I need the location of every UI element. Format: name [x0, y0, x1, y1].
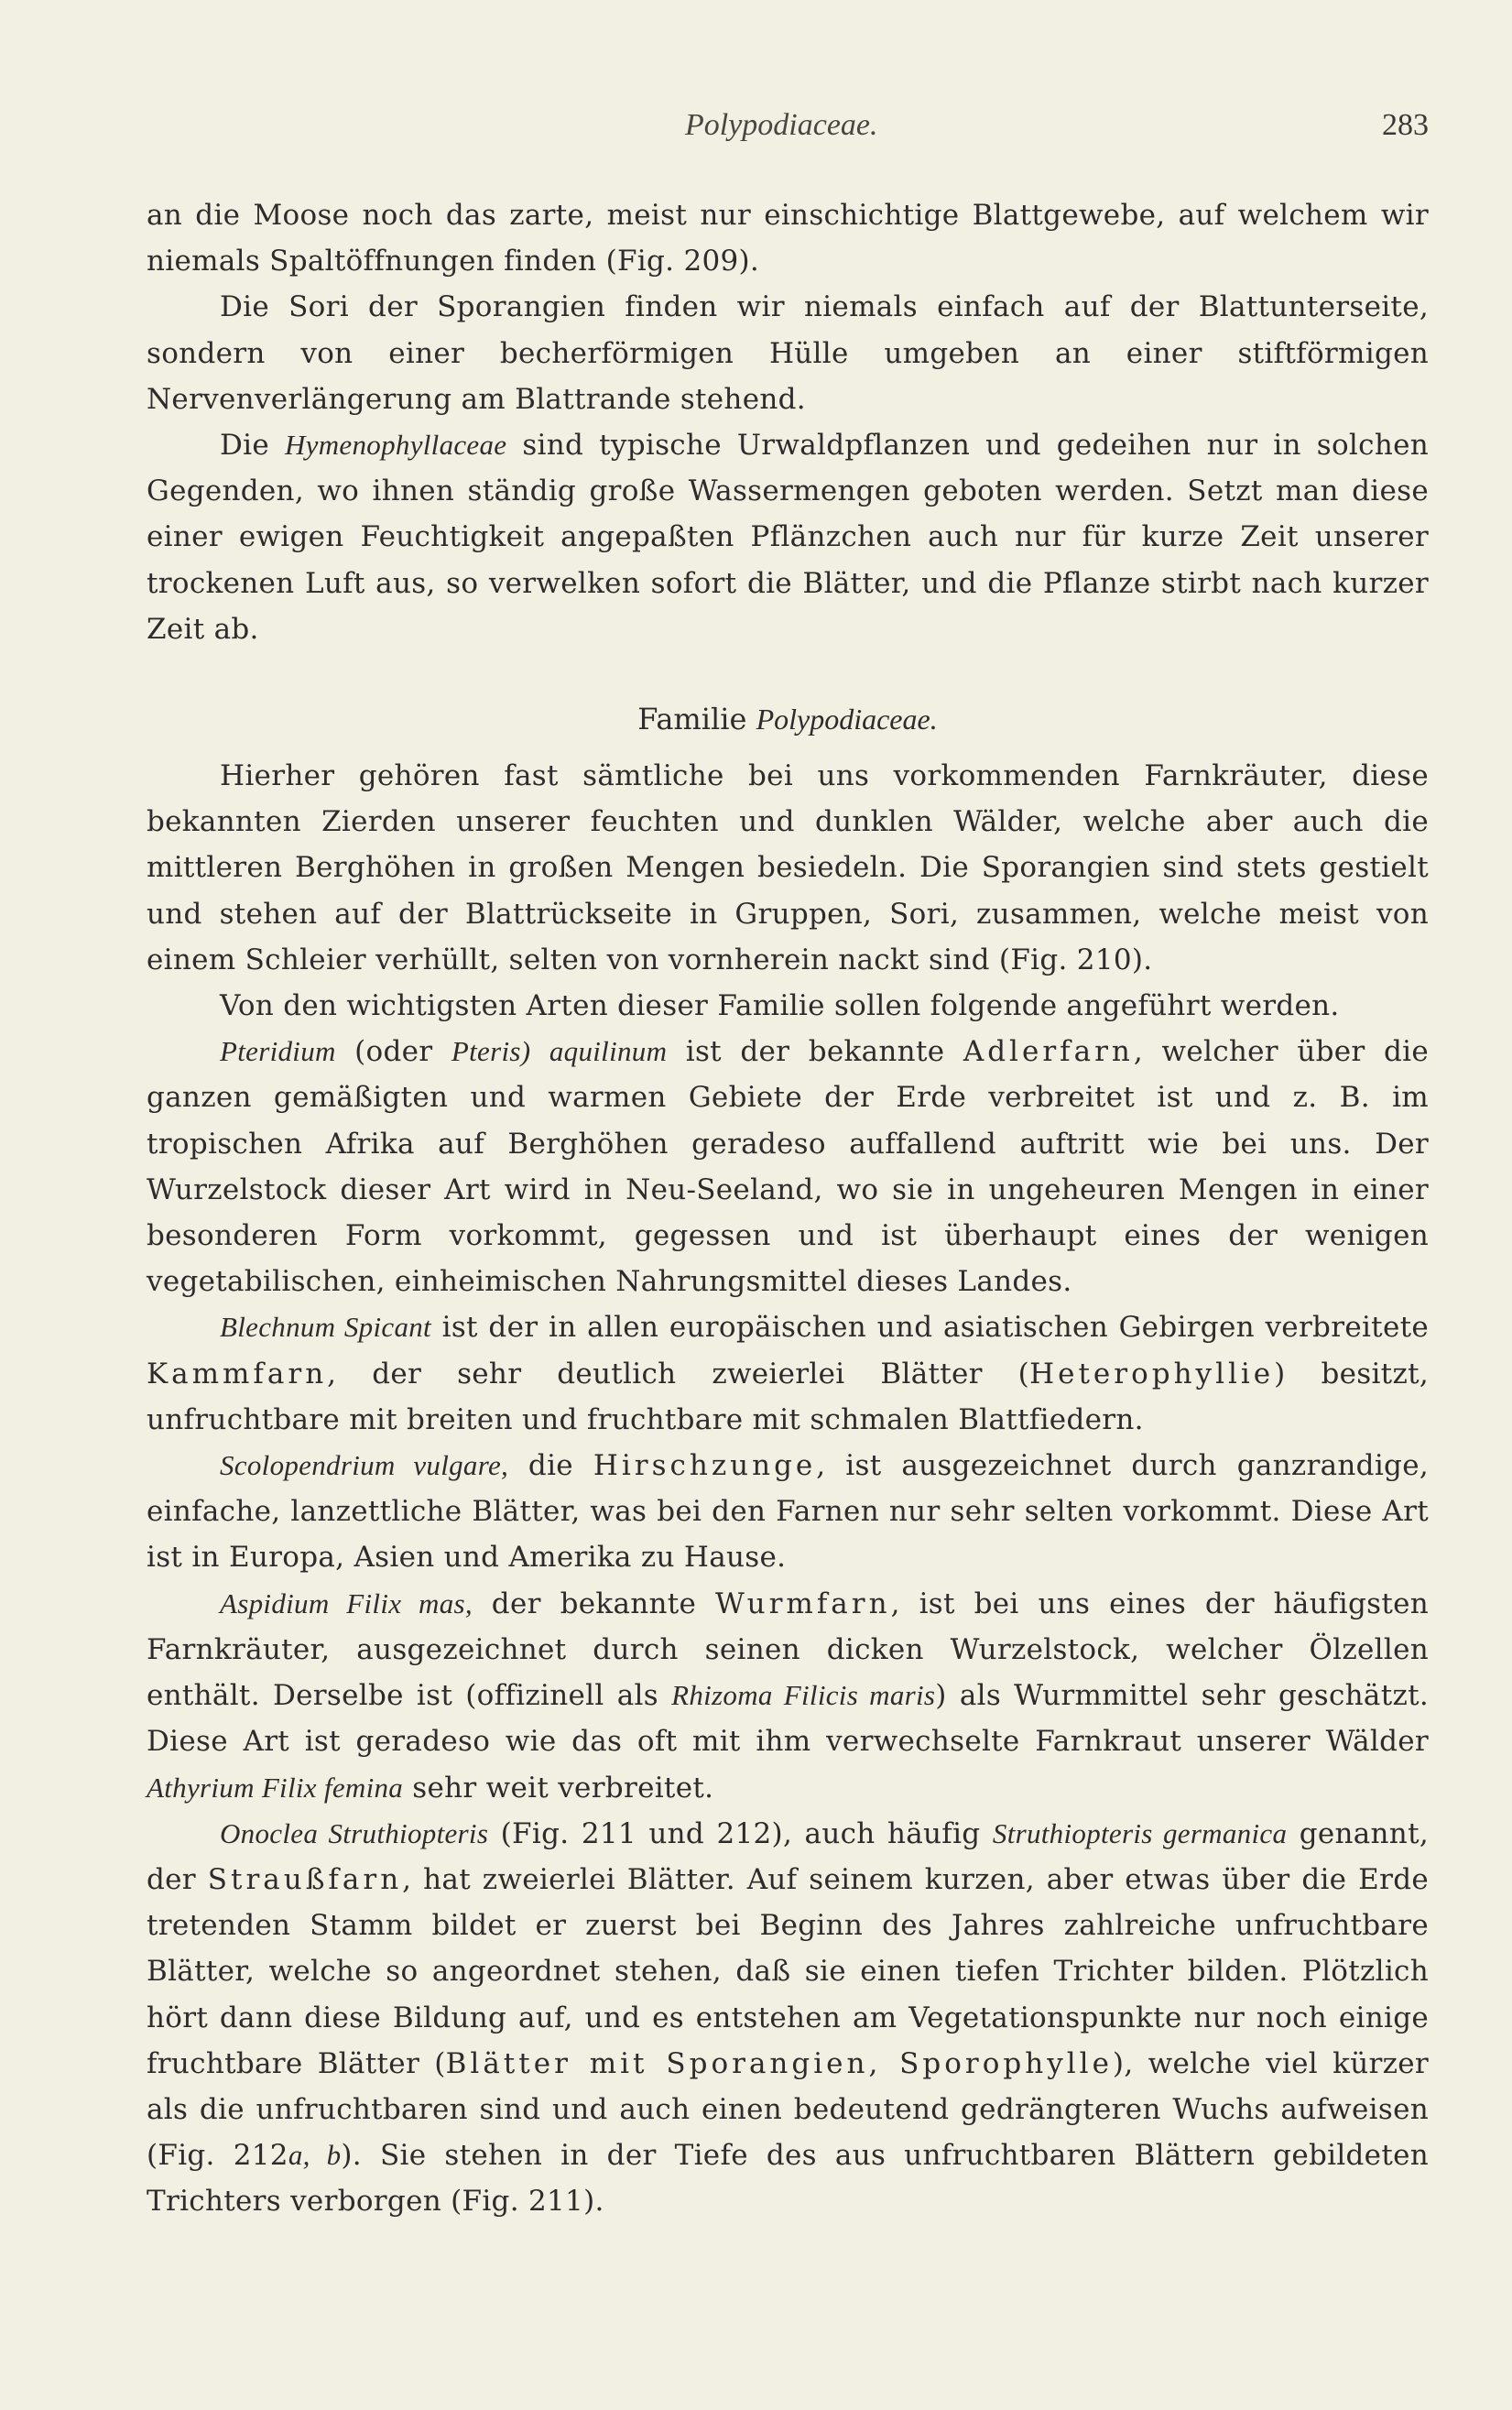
- taxon-name: Hymenophyllaceae: [285, 429, 507, 462]
- common-name: Adlerfarn: [963, 1035, 1134, 1069]
- term-emphasis: Heterophyllie: [1029, 1357, 1275, 1390]
- drug-name: Rhizoma Filicis maris: [671, 1679, 936, 1712]
- text-run: (Fig. 211 und 212), auch häufig: [488, 1816, 993, 1850]
- taxon-name: Struthiopteris germanica: [992, 1816, 1288, 1849]
- term-emphasis: Blätter mit Sporangien, Sporophylle: [445, 2046, 1113, 2080]
- paragraph-continuation: [147, 192, 1429, 284]
- paragraph-pteridium: [147, 1029, 1429, 1304]
- paragraph-hymenophyllaceae: [147, 422, 1429, 652]
- paragraph-text: Hierher gehören fast sämtliche bei uns vorkommenden Farnkräuter, diese bekannten Zierden unserer feuchten und dunklen Wälder, welche aber auch die mittleren Berghöhen in großen Mengen besiedeln. Die Sporangien sind stets gestielt und stehen auf der Blattrückseite in Gruppen, Sori, zusammen, welche meist von einem Schleier verhüllt, selten von vornherein nackt sind (Fig. 210).: [147, 759, 1429, 976]
- running-title: Polypodiaceae.: [685, 108, 878, 142]
- taxon-name: Athyrium Filix femina: [147, 1771, 404, 1804]
- text-run: die: [508, 1449, 593, 1483]
- text-run: sind typische Urwaldpflanzen und gedeihen nur in solchen Gegenden, wo ihnen ständig große Wassermengen geboten werden. Setzt man diese einer ewigen Feuchtigkeit angepaßten Pflänzchen auch nur für kurze Zeit unserer trockenen Luft aus, so verwelken sofort die Blätter, und die Pflanze stirbt nach kurzer Zeit ab.: [147, 429, 1429, 646]
- paragraph-text: an die Moose noch das zarte, meist nur einschichtige Blattgewebe, auf welchem wir niemals Spaltöffnungen finden (Fig. 209).: [147, 199, 1429, 278]
- page-header: [147, 101, 1429, 156]
- text-run: ist der in allen europäischen und asiatischen Gebirgen verbreitete: [430, 1311, 1429, 1345]
- paragraph-text: Von den wichtigsten Arten dieser Familie sollen folgende angeführt werden.: [220, 989, 1340, 1023]
- taxon-name: Blechnum Spicant: [220, 1311, 431, 1344]
- figure-reference: a, b: [288, 2139, 342, 2172]
- paragraph-scolopendrium: [147, 1443, 1429, 1581]
- text-run: , der sehr deutlich zweierlei Blätter (: [327, 1357, 1030, 1390]
- text-run: (oder: [335, 1035, 451, 1069]
- text-run: , ist ausgezeichnet durch ganzrandige, einfache, lanzettliche Blätter, was bei den Farnen nur sehr selten vorkommt. Diese Art ist in Europa, Asien und Amerika zu Hause.: [147, 1449, 1429, 1575]
- text-run: , hat zweierlei Blätter. Auf seinem kurzen, aber etwas über die Erde tretenden Stamm bildet er zuerst bei Beginn des Jahres zahlreiche unfruchtbare Blätter, welche so angeordnet stehen, daß sie einen tiefen Trichter bilden. Plötzlich hört dann diese Bildung auf, und es entstehen am Vegetationspunkte nur noch einige fruchtbare Blätter (: [147, 1862, 1429, 2080]
- text-run: ) als Wurmmittel sehr geschätzt. Diese Art ist geradeso wie das oft mit ihm verwechselte Farnkraut unserer Wälder: [147, 1679, 1430, 1759]
- common-name: Kammfarn: [147, 1357, 328, 1390]
- page-number: 283: [1382, 108, 1429, 142]
- taxon-name: Scolopendrium vulgare,: [220, 1449, 509, 1482]
- heading-label: Familie: [637, 702, 756, 737]
- text-run: der bekannte: [472, 1587, 716, 1620]
- taxon-name: Pteris): [451, 1035, 531, 1068]
- taxon-name: Onoclea Struthiopteris: [220, 1816, 489, 1849]
- text-run: sehr weit verbreitet.: [403, 1771, 714, 1805]
- text-run: ), welche viel kürzer als die unfruchtbaren sind und auch einen bedeutend gedrängteren Wuchs aufweisen (Fig. 212: [147, 2046, 1429, 2173]
- taxon-name: Aspidium Filix mas,: [220, 1587, 473, 1619]
- paragraph-species-intro: [147, 983, 1429, 1029]
- page-body: [147, 192, 1429, 2225]
- section-heading: [147, 696, 1429, 742]
- text-run: ) besitzt, unfruchtbare mit breiten und fruchtbare mit schmalen Blattfiedern.: [147, 1357, 1429, 1436]
- book-page: [147, 101, 1429, 2345]
- text-run: , ist bei uns eines der häufigsten Farnkräuter, ausgezeichnet durch seinen dicken Wurzelstock, welcher Ölzellen enthält. Derselbe ist (offizinell als: [147, 1587, 1429, 1713]
- taxon-name: Pteridium: [220, 1035, 336, 1068]
- text-run: Die: [220, 429, 285, 463]
- text-run: ). Sie stehen in der Tiefe des aus unfruchtbaren Blättern gebildeten Trichters verborgen (Fig. 211).: [147, 2139, 1429, 2219]
- common-name: Straußfarn: [207, 1862, 403, 1896]
- paragraph-blechnum: [147, 1304, 1429, 1443]
- text-run: genannt, der: [147, 1816, 1429, 1896]
- taxon-name: aquilinum: [549, 1035, 668, 1068]
- text-run: [530, 1035, 549, 1068]
- paragraph-onoclea: [147, 1811, 1429, 2225]
- paragraph-family-description: [147, 753, 1429, 983]
- paragraph-text: Die Sori der Sporangien finden wir niemals einfach auf der Blattunterseite, sondern von einer becherförmigen Hülle umgeben an einer stiftförmigen Nervenverlängerung am Blattrande stehend.: [147, 290, 1429, 416]
- text-run: ist der bekannte: [667, 1035, 963, 1069]
- common-name: Hirschzunge: [593, 1449, 817, 1483]
- heading-taxon: Polypodiaceae.: [756, 703, 938, 736]
- text-run: , welcher über die ganzen gemäßigten und warmen Gebiete der Erde verbreitet ist und z. B. im tropischen Afrika auf Berghöhen geradeso auffallend auftritt wie bei uns. Der Wurzelstock dieser Art wird in Neu-Seeland, wo sie in ungeheuren Mengen in einer besonderen Form vorkommt, gegessen und ist überhaupt eines der wenigen vegetabilischen, einheimischen Nahrungsmittel dieses Landes.: [147, 1035, 1430, 1299]
- paragraph-sori: [147, 284, 1429, 422]
- paragraph-aspidium: [147, 1581, 1429, 1811]
- common-name: Wurmfarn: [715, 1587, 891, 1620]
